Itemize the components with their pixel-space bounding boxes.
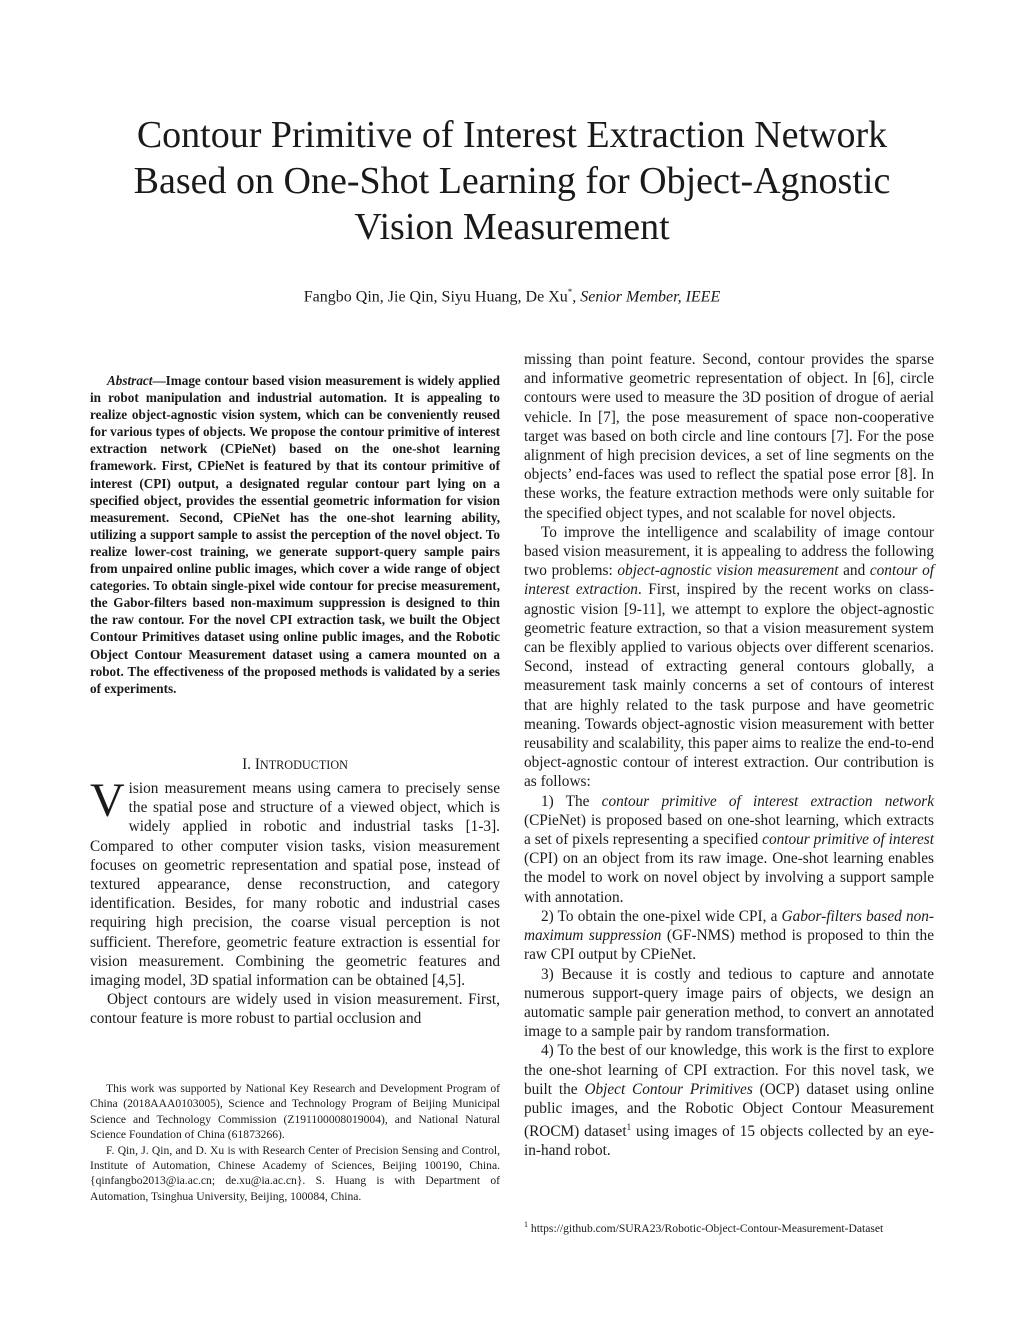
right-paragraph-2-end: . First, inspired by the recent works on class-agnostic vision [9-11], we attempt to explore the object-agnostic geometric feature extraction, so that a vision measurement system can be flexibly applied to various objects over different scenarios. Second, instead of extracting general contours globally, a measurement task mainly concerns a set of contours of interest that are highly related to the task purpose and have geometric meaning. Towards object-agnostic vision measurement with better reusability and scalability, this paper aims to realize the end-to-end object-agnostic contour of interest extraction. Our contribution is as follows: [524, 581, 934, 791]
paper-title [60, 112, 964, 250]
right-column [524, 350, 934, 1161]
introduction-left-column [90, 774, 500, 1029]
abstract-label: Abstract [107, 373, 153, 388]
term-contour-of-interest: contour of interest extraction [524, 562, 934, 599]
contribution-1 [524, 792, 934, 907]
contribution-1-end: (CPI) on an object from its raw image. One-shot learning enables the model to work on novel object by involving a support sample with annotation. [524, 850, 934, 906]
contribution-3: 3) Because it is costly and tedious to capture and annotate numerous support-query image pairs of objects, we design an automatic sample pair generation method, to convert an annotated image to a sample pair by random transformation. [524, 965, 934, 1041]
footnote-affiliations: F. Qin, J. Qin, and D. Xu is with Research Center of Precision Sensing and Control, Institute of Automation, Chinese Academy of Sciences, Beijing 100190, China. {qinfangbo2013@ia.ac.cn; de.xu@ia.ac.cn}. S. Huang is with Department of Automation, Tsinghua University, Beijing, 100084, China. [90, 1143, 500, 1203]
title-line-2: Based on One-Shot Learning for Object-Agnostic [133, 160, 891, 202]
contribution-4-middle: (OCP) dataset using online public images, and the Robotic Object Contour Measurement (ROCM) dataset [524, 1080, 934, 1141]
right-paragraph-2 [524, 523, 934, 792]
section-title-initial: I [254, 756, 260, 773]
contribution-2 [524, 907, 934, 965]
intro-paragraph-1 [90, 774, 500, 990]
title-line-1: Contour Primitive of Interest Extraction Network [136, 114, 888, 156]
term-cpi: contour primitive of interest [762, 831, 934, 849]
contribution-2-start: 2) To obtain the one-pixel wide CPI, a [541, 907, 782, 925]
abstract-text: —Image contour based vision measurement is widely applied in robot manipulation and industrial automation. It is appealing to realize object-agnostic vision system, which can be conveniently reused for various types of objects. We propose the contour primitive of interest extraction network (CPieNet) based on the one-shot learning framework. First, CPieNet is featured by that its contour primitive of interest (CPI) output, a designated regular contour part lying on a specified object, provides the essential geometric information for vision measurement. Second, CPieNet has the one-shot learning ability, utilizing a support sample to assist the perception of the novel object. To realize lower-cost training, we generate support-query sample pairs from unpaired online public images, which cover a wide range of object categories. To obtain single-pixel wide contour for precise measurement, the Gabor-filters based non-maximum suppression is designed to thin the raw contour. For the novel CPI extraction task, we built the Object Contour Primitives dataset using online public images, and the Robotic Object Contour Measurement dataset using a camera mounted on a robot. The effectiveness of the proposed methods is validated by a series of experiments. [90, 373, 500, 696]
drop-cap: V [90, 774, 125, 827]
author-names: Fangbo Qin, Jie Qin, Siyu Huang, De Xu [303, 288, 568, 306]
footnotes-left [90, 1081, 500, 1204]
footnote-ref-1: 1 [626, 1122, 632, 1133]
footnote-marker: 1 [524, 1220, 528, 1229]
term-gf-nms: Gabor-filters based non-maximum suppression [524, 907, 934, 945]
contribution-1-start: 1) The [541, 792, 602, 810]
intro-paragraph-2: Object contours are widely used in vision measurement. First, contour feature is more robust to partial occlusion and [90, 991, 500, 1028]
term-cpienet: contour primitive of interest extraction network [601, 792, 934, 810]
contribution-1-middle: (CPieNet) is proposed based on one-shot learning, which extracts a set of pixels representing a specified [524, 811, 934, 849]
corresponding-author-marker: * [567, 287, 573, 297]
right-paragraph-2-start: To improve the intelligence and scalability of image contour based vision measurement, it is appealing to address the following two problems: [524, 523, 934, 580]
term-ocp: Object Contour Primitives [584, 1080, 753, 1098]
abstract [90, 372, 500, 697]
contribution-4 [524, 1041, 934, 1160]
section-number: I. [242, 756, 251, 773]
footnote-url-link[interactable]: https://github.com/SURA23/Robotic-Object-Contour-Measurement-Dataset [528, 1221, 884, 1235]
right-paragraph-1: missing than point feature. Second, contour provides the sparse and informative geometric representation of object. In [6], circle contours were used to measure the 3D position of drogue of aerial vehicle. In [7], the pose measurement of space non-cooperative target was based on both circle and line contours [7]. For the pose alignment of high precision devices, a set of line segments on the objects’ end-faces was used to reflect the spatial pose error [8]. In these works, the feature extraction methods were only suitable for the specified object types, and not scalable for novel objects. [524, 351, 934, 522]
author-line [0, 287, 1024, 306]
contribution-4-end: using images of 15 objects collected by an eye-in-hand robot. [524, 1123, 934, 1160]
title-line-3: Vision Measurement [354, 206, 670, 248]
right-paragraph-2-and: and [838, 562, 870, 580]
term-object-agnostic: object-agnostic vision measurement [617, 562, 839, 580]
section-title-rest: NTRODUCTION [259, 758, 348, 772]
contribution-4-start: 4) To the best of our knowledge, this work is the first to explore the one-shot learning of CPI extraction. For this novel task, we built the [524, 1042, 934, 1098]
section-heading-introduction [90, 756, 500, 774]
footnote-dataset-url [524, 1217, 934, 1236]
contribution-2-end: (GF-NMS) method is proposed to thin the raw CPI output by CPieNet. [524, 927, 934, 964]
intro-paragraph-1-text: ision measurement means using camera to precisely sense the spatial pose and structure of a viewed object, which is widely applied in robotic and industrial tasks [1-3]. Compared to other computer vision tasks, vision measurement focuses on geometric representation and spatial pose, instead of textured appearance, dense reconstruction, and category identification. Besides, for many robotic and industrial cases requiring high precision, the coarse visual perception is not sufficient. Therefore, geometric feature extraction is essential for vision measurement. Combining the geometric features and imaging model, 3D spatial information can be obtained [4,5]. [90, 780, 500, 990]
author-membership: , Senior Member, IEEE [572, 288, 721, 306]
footnote-funding: This work was supported by National Key Research and Development Program of China (2018AAA0103005), Science and Technology Program of Beijing Municipal Science and Technology Commission (Z191100008019004), and National Natural Science Foundation of China (61873266). [90, 1082, 500, 1142]
